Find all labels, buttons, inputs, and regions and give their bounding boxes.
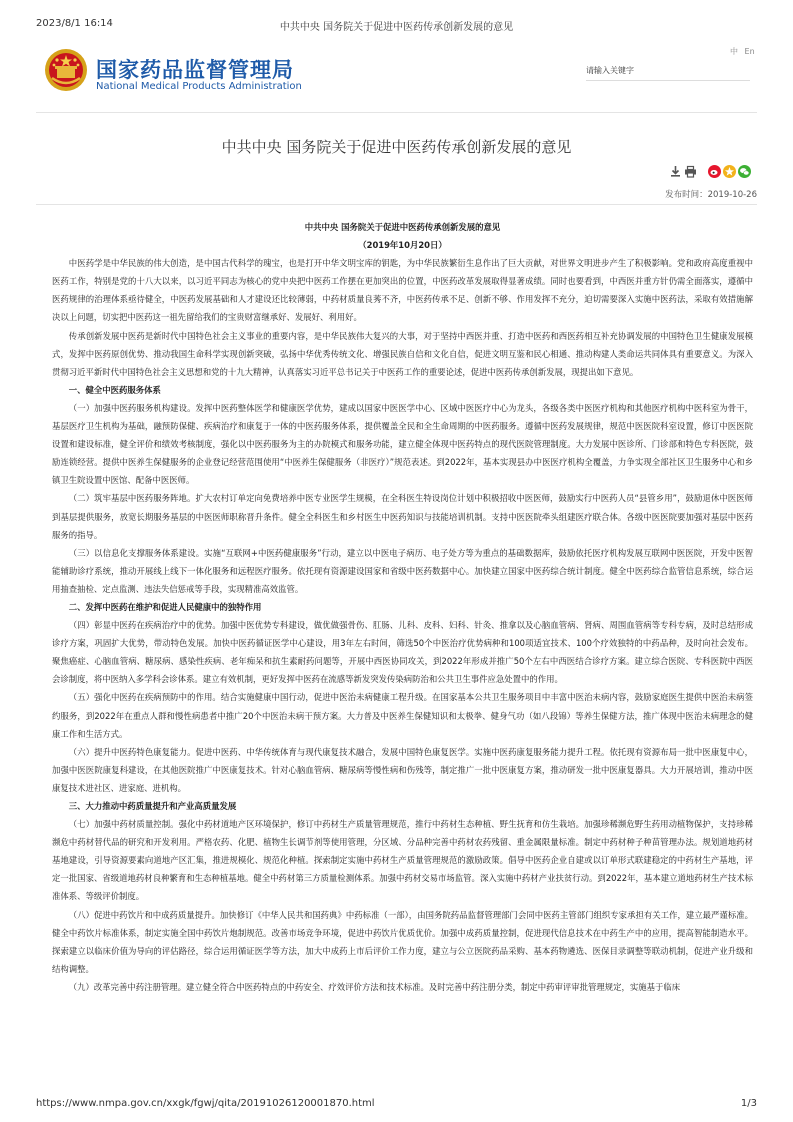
doc-title: 中共中央 国务院关于促进中医药传承创新发展的意见 [304,222,501,232]
section-heading: 二、发挥中医药在维护和促进人民健康中的独特作用 [68,601,262,612]
body-paragraph: （二）筑牢基层中医药服务阵地。扩大农村订单定向免费培养中医专业医学生规模，在全科医生特设岗位计划中积极招收中医医师，鼓励实行中医药人员“县管乡用”，鼓励退休中医医师到基层提供服务，放宽长期服务基层的中医医师职称晋升条件。健全全科医生和乡村医生中医药知识与技能培训机制。支持中医医院牵头组建医疗联合体。各级中医医院要加强对基层中医药服务的指导。 [52,493,753,540]
wechat-share-icon[interactable] [738,165,751,178]
qzone-share-icon[interactable] [723,165,736,178]
print-datetime: 2023/8/1 16:14 [36,18,113,29]
print-title: 中共中央 国务院关于促进中医药传承创新发展的意见 [279,22,514,33]
lang-en-link[interactable]: En [744,47,755,56]
page-title: 中共中央 国务院关于促进中医药传承创新发展的意见 [221,138,572,156]
body-paragraph: （三）以信息化支撑服务体系建设。实施“互联网+中医药健康服务”行动，建立以中医电子病历、电子处方等为重点的基础数据库，鼓励依托医疗机构发展互联网中医医院，开发中医智能辅助诊疗系统，推动开展线上线下一体化服务和远程医疗服务。依托现有资源建设国家和省级中医药数据中心。加快建立国家中医药综合统计制度。健全中医药综合监管信息系统，综合运用抽查抽检、定点监测、违法失信惩戒等手段，实现精准高效监管。 [52,547,753,594]
print-footer [36,1098,757,1112]
body-paragraph: （九）改革完善中药注册管理。建立健全符合中医药特点的中药安全、疗效评价方法和技术标准。及时完善中药注册分类，制定中药审评审批管理规定，实施基于临床 [68,981,681,992]
body-paragraph: （五）强化中医药在疾病预防中的作用。结合实施健康中国行动，促进中医治未病健康工程升级。在国家基本公共卫生服务项目中丰富中医治未病内容，鼓励家庭医生提供中医治未病签约服务，到2022年在重点人群和慢性病患者中推广20个中医治未病干预方案。大力普及中医养生保健知识和太极拳、健身气功（如八段锦）等养生保健方法，推广体现中医治未病理念的健康工作和生活方式。 [52,692,753,739]
doc-date: （2019年10月20日） [358,240,447,251]
body-paragraph: （八）促进中药饮片和中成药质量提升。加快修订《中华人民共和国药典》中药标准（一部），由国务院药品监督管理部门会同中医药主管部门组织专家承担有关工作，建立最严谨标准。健全中药饮片标准体系，制定实施全国中药饮片炮制规范。改善市场竞争环境，促进中药饮片优质优价。加强中成药质量控制，促进现代信息技术在中药生产中的应用，提高智能制造水平。探索建立以临床价值为导向的评估路径，综合运用循证医学等方法，加大中成药上市后评价工作力度，建立与公立医院药品采购、基本药物遴选、医保目录调整等联动机制，促进产业升级和结构调整。 [52,909,753,974]
print-header [36,18,757,32]
search-input[interactable]: 请输入关键字 [586,62,750,81]
title-divider [36,204,757,205]
publish-date: 发布时间：2019-10-26 [665,190,757,200]
site-name-cn: 国家药品监督管理局 [96,58,294,82]
article-tools [669,163,759,181]
language-switch [730,46,759,57]
body-paragraph: 中医药学是中华民族的伟大创造，是中国古代科学的瑰宝，也是打开中华文明宝库的钥匙，为中华民族繁衍生息作出了巨大贡献，对世界文明进步产生了积极影响。党和政府高度重视中医药工作，特别是党的十八大以来，以习近平同志为核心的党中央把中医药工作摆在更加突出的位置，中医药改革发展取得显著成绩。同时也要看到，中西医并重方针仍需全面落实，遵循中医药规律的治理体系亟待健全，中医药发展基础和人才建设还比较薄弱，中药材质量良莠不齐，中医药传承不足、创新不够、作用发挥不充分，迫切需要深入实施中医药法，采取有效措施解决以上问题，切实把中医药这一祖先留给我们的宝贵财富继承好、发展好、利用好。 [52,258,753,323]
article-body [52,218,753,996]
body-paragraph: 传承创新发展中医药是新时代中国特色社会主义事业的重要内容，是中华民族伟大复兴的大事，对于坚持中西医并重、打造中医药和西医药相互补充协调发展的中国特色卫生健康发展模式，发挥中医药原创优势、推动我国生命科学实现创新突破，弘扬中华优秀传统文化、增强民族自信和文化自信，促进文明互鉴和民心相通、推动构建人类命运共同体具有重要意义。为深入贯彻习近平新时代中国特色社会主义思想和党的十九大精神，认真落实习近平总书记关于中医药工作的重要论述，促进中医药传承创新发展，现提出如下意见。 [52,330,753,377]
body-paragraph: （六）提升中医药特色康复能力。促进中医药、中华传统体育与现代康复技术融合，发展中国特色康复医学。实施中医药康复服务能力提升工程。依托现有资源布局一批中医康复中心，加强中医医院康复科建设，在其他医院推广中医康复技术。针对心脑血管病、糖尿病等慢性病和伤残等，制定推广一批中医康复方案，推动研发一批中医康复器具。大力开展培训，推动中医康复技术进社区、进家庭、进机构。 [52,746,753,793]
print-icon[interactable] [684,165,697,178]
body-paragraph: （七）加强中药材质量控制。强化中药材道地产区环境保护，修订中药材生产质量管理规范，推行中药材生态种植、野生抚育和仿生栽培。加强珍稀濒危野生药用动植物保护，支持珍稀濒危中药材替代品的研究和开发利用。严格农药、化肥、植物生长调节剂等使用管理，分区域、分品种完善中药材农药残留、重金属限量标准。制定中药材种子种苗管理办法。规划道地药材基地建设，引导资源要素向道地产区汇集，推进规模化、规范化种植。探索制定实施中药材生产质量管理规范的激励政策。倡导中医药企业自建或以订单形式联建稳定的中药材生产基地，评定一批国家、省级道地药材良种繁育和生态种植基地。健全中药材第三方质量检测体系。加强中药材交易市场监管。深入实施中药材产业扶贫行动。到2022年，基本建立道地药材生产技术标准体系、等级评价制度。 [52,819,753,902]
print-url: https://www.nmpa.gov.cn/xxgk/fgwj/qita/20191026120001870.html [36,1098,375,1109]
section-heading: 三、大力推动中药质量提升和产业高质量发展 [68,801,237,811]
header-divider [36,112,757,113]
download-icon[interactable] [669,165,682,178]
weibo-share-icon[interactable] [708,165,721,178]
body-paragraph: （四）彰显中医药在疾病治疗中的优势。加强中医优势专科建设，做优做强骨伤、肛肠、儿科、皮科、妇科、针灸、推拿以及心脑血管病、肾病、周围血管病等专科专病，及时总结形成诊疗方案，巩固扩大优势，带动特色发展。加快中医药循证医学中心建设，用3年左右时间，筛选50个中医治疗优势病种和100项适宜技术、100个疗效独特的中药品种，及时向社会发布。聚焦癌症、心脑血管病、糖尿病、感染性疾病、老年痴呆和抗生素耐药问题等，开展中西医协同攻关，到2022年形成并推广50个左右中西医结合诊疗方案。建立综合医院、专科医院中西医会诊制度，将中医纳入多学科会诊体系。建立有效机制，更好发挥中医药在流感等新发突发传染病防治和公共卫生事件应急处置中的作用。 [52,620,753,685]
section-heading: 一、健全中医药服务体系 [68,384,161,395]
site-logo[interactable] [44,48,344,98]
site-name-en: National Medical Products Administration [96,81,302,92]
national-emblem-icon [44,48,88,92]
lang-zh-link[interactable]: 中 [730,47,738,56]
print-page-number: 1/3 [740,1098,757,1109]
body-paragraph: （一）加强中医药服务机构建设。发挥中医药整体医学和健康医学优势，建成以国家中医医学中心、区域中医医疗中心为龙头，各级各类中医医疗机构和其他医疗机构中医科室为骨干，基层医疗卫生机构为基础，融预防保健、疾病治疗和康复于一体的中医药服务体系，提供覆盖全民和全生命周期的中医药服务。遵循中医药发展规律，规范中医医院科室设置，修订中医医院设置和建设标准，健全评价和绩效考核制度，强化以中医药服务为主的办院模式和服务功能，建立健全体现中医药特点的现代医院管理制度。大力发展中医诊所、门诊部和特色专科医院，鼓励连锁经营。提供中医养生保健服务的企业登记经营范围使用“中医养生保健服务（非医疗）”规范表述。到2022年，基本实现县办中医医疗机构全覆盖，力争实现全部社区卫生服务中心和乡镇卫生院设置中医馆、配备中医医师。 [52,402,753,486]
